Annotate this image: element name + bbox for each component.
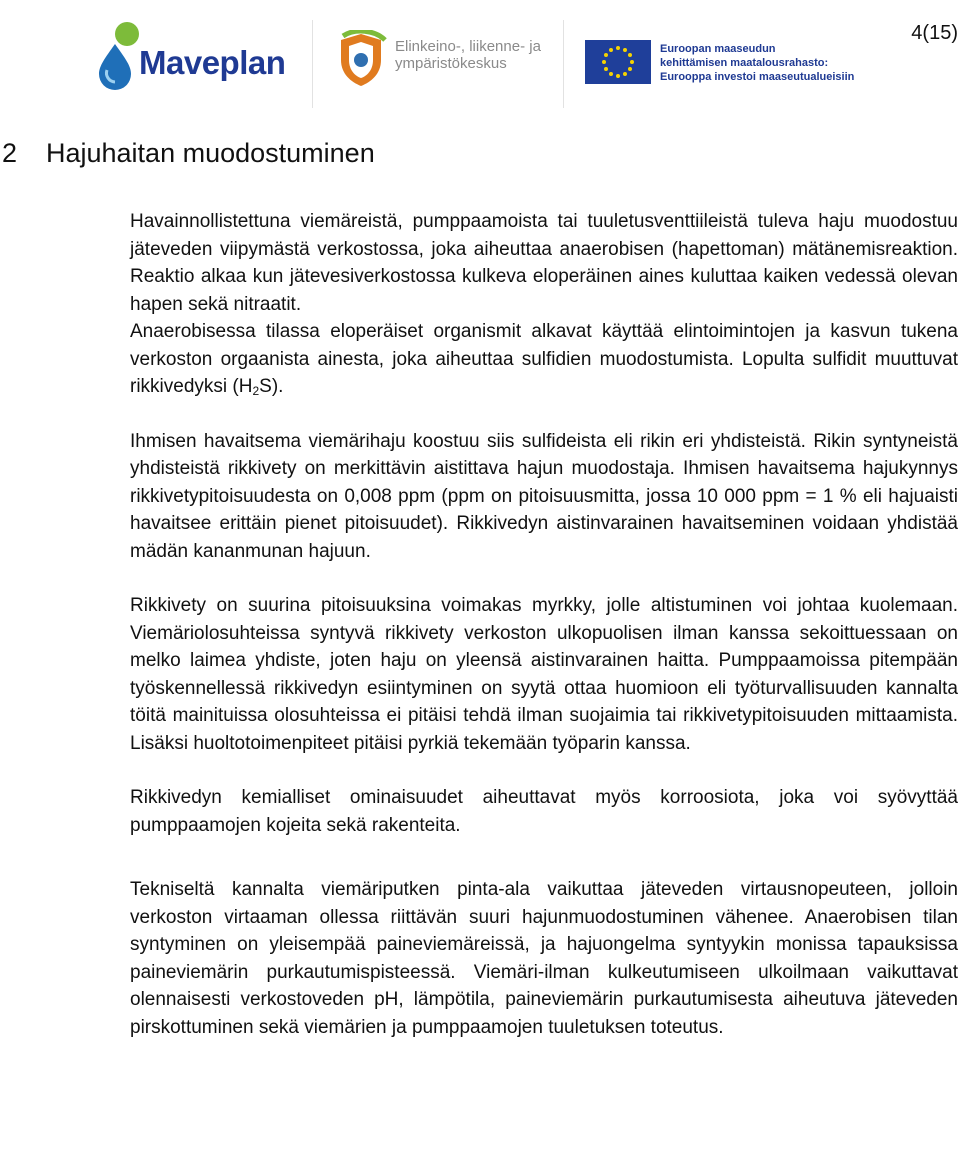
paragraph: Rikkivedyn kemialliset ominaisuudet aiheuttavat myös korroosiota, joka voi syövyttää pumppaamojen kojeita sekä rakenteita. <box>130 787 958 836</box>
ely-emblem-icon <box>335 30 387 88</box>
maveplan-wordmark: Maveplan <box>139 44 286 81</box>
eu-flag-icon <box>585 40 651 84</box>
paragraph <box>130 318 958 401</box>
section-title: Hajuhaitan muodostuminen <box>46 138 375 168</box>
section-heading <box>2 138 375 169</box>
paragraph-text: Anaerobisessa tilassa eloperäiset organismit alkavat käyttää elintoimintojen ja kasvun tukena verkoston orgaanista ainesta, joka aiheuttaa sulfidien muodostumista. Lopulta sulfidit muuttuvat rikkivedyksi (H <box>130 321 958 397</box>
body-text <box>130 208 958 1041</box>
page-header <box>0 0 960 115</box>
ely-logo <box>335 30 555 100</box>
maveplan-drop-icon <box>95 20 141 92</box>
paragraph-text: S). <box>259 376 284 397</box>
subscript: 2 <box>252 384 260 398</box>
eu-wordmark <box>660 42 854 84</box>
eu-wordmark-line: Euroopan maaseudun <box>660 43 776 55</box>
page-number: 4(15) <box>911 22 958 44</box>
eu-wordmark-line: kehittämisen maatalousrahasto: <box>660 57 829 69</box>
paragraph: Rikkivety on suurina pitoisuuksina voimakas myrkky, jolle altistuminen voi johtaa kuolemaan. Viemäriolosuhteissa syntyvä rikkivety verkoston ulkopuolisen ilman kanssa sekoittuessaan on melko laimea yhdiste, joten haju on yleensä aistinvarainen haitta. Pumppaamoissa pitempään työskennellessä rikkivedyn esiintyminen on syytä ottaa huomioon eli työturvallisuuden kannalta töitä mainituissa olosuhteissa ei pitäisi tehdä ilman suojaimia tai rikkivetypitoisuuden mittaamista. Lisäksi huoltotoimenpiteet pitäisi pyrkiä tekemään työparin kanssa. <box>130 595 958 754</box>
eu-wordmark-line: Eurooppa investoi maaseutualueisiin <box>660 71 855 83</box>
paragraph: Ihmisen havaitsema viemärihaju koostuu siis sulfideista eli rikin eri yhdisteistä. Rikin syntyneistä yhdisteistä rikkivety on merkittävin aistittava hajun muodostaja. Ihmisen havaitsema hajukynnys rikkivetypitoisuudesta on 0,008 ppm (ppm on pitoisuusmitta, jossa 10 000 ppm = 1 % eli hajuaisti havaitsee erittäin pienet pitoisuudet). Rikkivedyn aistinvarainen havaitseminen voidaan yhdistää mädän kananmunan hajuun. <box>130 430 958 562</box>
logo-divider <box>563 20 564 108</box>
section-number: 2 <box>2 138 18 168</box>
ely-wordmark-line: Elinkeino-, liikenne- ja <box>395 38 541 55</box>
logo-divider <box>312 20 313 108</box>
paragraph: Havainnollistettuna viemäreistä, pumppaamoista tai tuuletusventtiileistä tuleva haju muodostuu jäteveden viipymästä verkostossa, joka aiheuttaa anaerobisen (hapettoman) mätänemisreaktion. Reaktio alkaa kun jätevesiverkostossa kulkeva eloperäinen aines kuluttaa kaiken vedessä olevan hapen sekä nitraatit. <box>130 211 958 315</box>
eu-logo <box>585 40 885 90</box>
ely-wordmark <box>395 38 541 72</box>
paragraph: Tekniseltä kannalta viemäriputken pinta-ala vaikuttaa jäteveden virtausnopeuteen, jolloin verkoston virtaaman ollessa riittävän suuri hajunmuodostuminen vähenee. Anaerobisen tilan syntyminen on yleisempää paineviemäreissä, ja hajuongelma syntyykin monissa tapauksissa paineviemärin purkautumispisteessä. Viemäri-ilman kulkeutumiseen ulkoilmaan vaikuttavat olennaisesti verkostoveden pH, lämpötila, paineviemärin purkautumisesta aiheutuva jäteveden pirskottuminen sekä viemärien ja pumppaamojen tuuletuksen toteutus. <box>130 879 958 1038</box>
maveplan-logo <box>95 18 295 98</box>
ely-wordmark-line: ympäristökeskus <box>395 55 507 72</box>
